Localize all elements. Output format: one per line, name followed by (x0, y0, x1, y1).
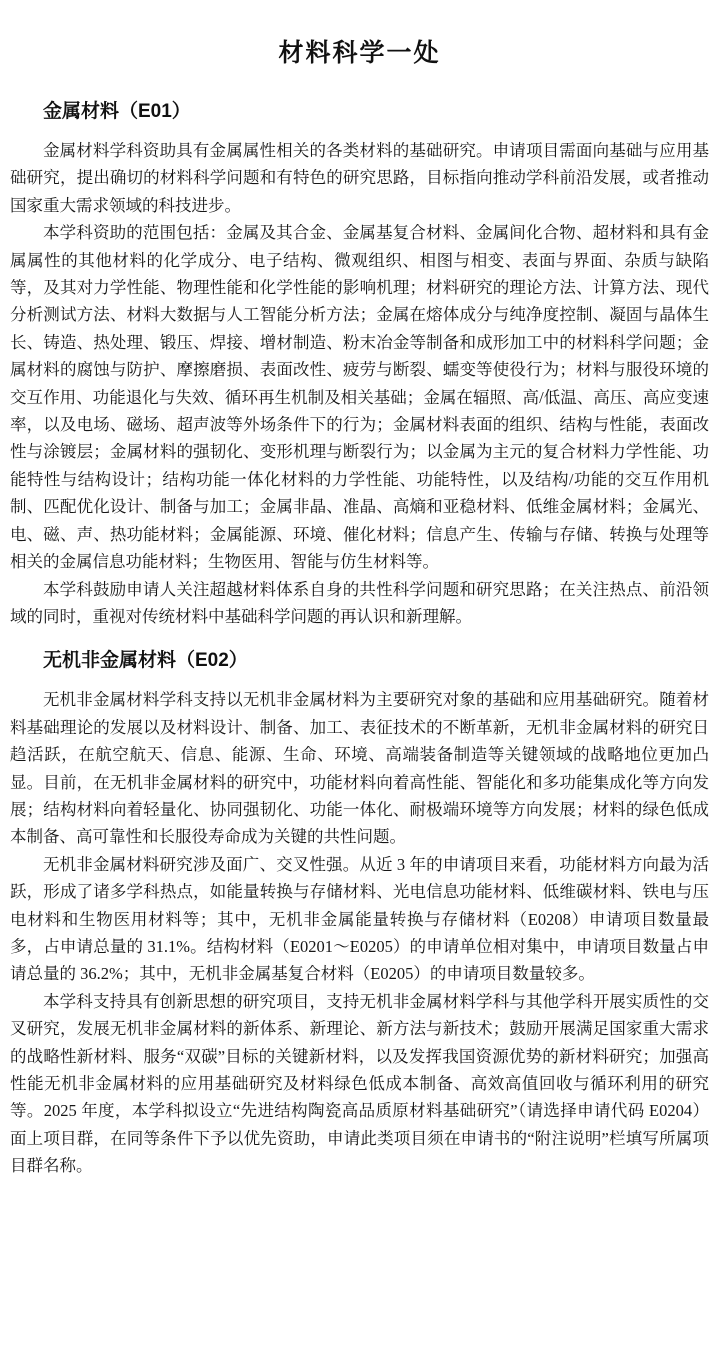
paragraph-e01-scope-intro: 金属材料学科资助具有金属属性相关的各类材料的基础研究。申请项目需面向基础与应用基础研究，提出确切的材料科学问题和有特色的研究思路，目标指向推动学科前沿发展，或者推动国家重大需求领域的科技进步。 (10, 141, 709, 215)
section-inorganic-nonmetal-materials-e02 (10, 649, 709, 1179)
paragraph-e01-funding-scope: 本学科资助的范围包括：金属及其合金、金属基复合材料、金属间化合物、超材料和具有金属属性的其他材料的化学成分、电子结构、微观组织、相图与相变、表面与界面、杂质与缺陷等，及其对力学性能、物理性能和化学性能的影响机理；材料研究的理论方法、计算方法、现代分析测试方法、材料大数据与人工智能分析方法；金属在熔体成分与纯净度控制、凝固与晶体生长、铸造、热处理、锻压、焊接、增材制造、粉末冶金等制备和成形加工中的材料科学问题；金属材料的腐蚀与防护、摩擦磨损、表面改性、疲劳与断裂、蠕变等使役行为；材料与服役环境的交互作用、功能退化与失效、循环再生机制及相关基础；金属在辐照、高/低温、高压、高应变速率，以及电场、磁场、超声波等外场条件下的行为；金属材料表面的组织、结构与性能，表面改性与涂镀层；金属材料的强韧化、变形机理与断裂行为；以金属为主元的复合材料力学性能、功能特性与结构设计；结构功能一体化材料的力学性能、功能特性，以及结构/功能的交互作用机制、匹配优化设计、制备与加工；金属非晶、准晶、高熵和亚稳材料、低维金属材料；金属光、电、磁、声、热功能材料；金属能源、环境、催化材料；信息产生、传输与存储、转换与处理等相关的金属信息功能材料；生物医用、智能与仿生材料等。 (10, 223, 709, 572)
section-heading-e02: 无机非金属材料（E02） (43, 650, 248, 672)
section-heading-e01: 金属材料（E01） (43, 101, 191, 122)
page-title: 材料科学一处 (278, 39, 441, 67)
paragraph-e02-overview: 无机非金属材料学科支持以无机非金属材料为主要研究对象的基础和应用基础研究。随着材料基础理论的发展以及材料设计、制备、加工、表征技术的不断革新，无机非金属材料的研究日趋活跃，在航空航天、信息、能源、生命、环境、高端装备制造等关键领域的战略地位更加凸显。目前，在无机非金属材料的研究中，功能材料向着高性能、智能化和多功能集成化等方向发展；结构材料向着轻量化、协同强韧化、功能一体化、耐极端环境等方向发展；材料的绿色低成本制备、高可靠性和长服役寿命成为关键的共性问题。 (10, 690, 709, 847)
paragraph-e01-encouragement: 本学科鼓励申请人关注超越材料体系自身的共性科学问题和研究思路；在关注热点、前沿领域的同时，重视对传统材料中基础科学问题的再认识和新理解。 (10, 579, 709, 626)
paragraph-e02-application-statistics: 无机非金属材料研究涉及面广、交叉性强。从近 3 年的申请项目来看，功能材料方向最为活跃，形成了诸多学科热点，如能量转换与存储材料、光电信息功能材料、低维碳材料、铁电与压电材料和生物医用材料等；其中，无机非金属能量转换与存储材料（E0208）申请项目数量最多，占申请总量的 31.1%。结构材料（E0201～E0205）的申请单位相对集中，申请项目数量占申请总量的 36.2%；其中，无机非金属基复合材料（E0205）的申请项目数量较多。 (10, 854, 709, 984)
paragraph-e02-support-policy: 本学科支持具有创新思想的研究项目，支持无机非金属材料学科与其他学科开展实质性的交叉研究，发展无机非金属材料的新体系、新理论、新方法与新技术；鼓励开展满足国家重大需求的战略性新材料、服务“双碳”目标的关键新材料，以及发挥我国资源优势的新材料研究；加强高性能无机非金属材料的应用基础研究及材料绿色低成本制备、高效高值回收与循环利用的研究等。2025 年度，本学科拟设立“先进结构陶瓷高品质原材料基础研究”（请选择申请代码 E0204）面上项目群，在同等条件下予以优先资助，申请此类项目须在申请书的“附注说明”栏填写所属项目群名称。 (10, 991, 709, 1176)
section-metal-materials-e01 (10, 100, 709, 630)
